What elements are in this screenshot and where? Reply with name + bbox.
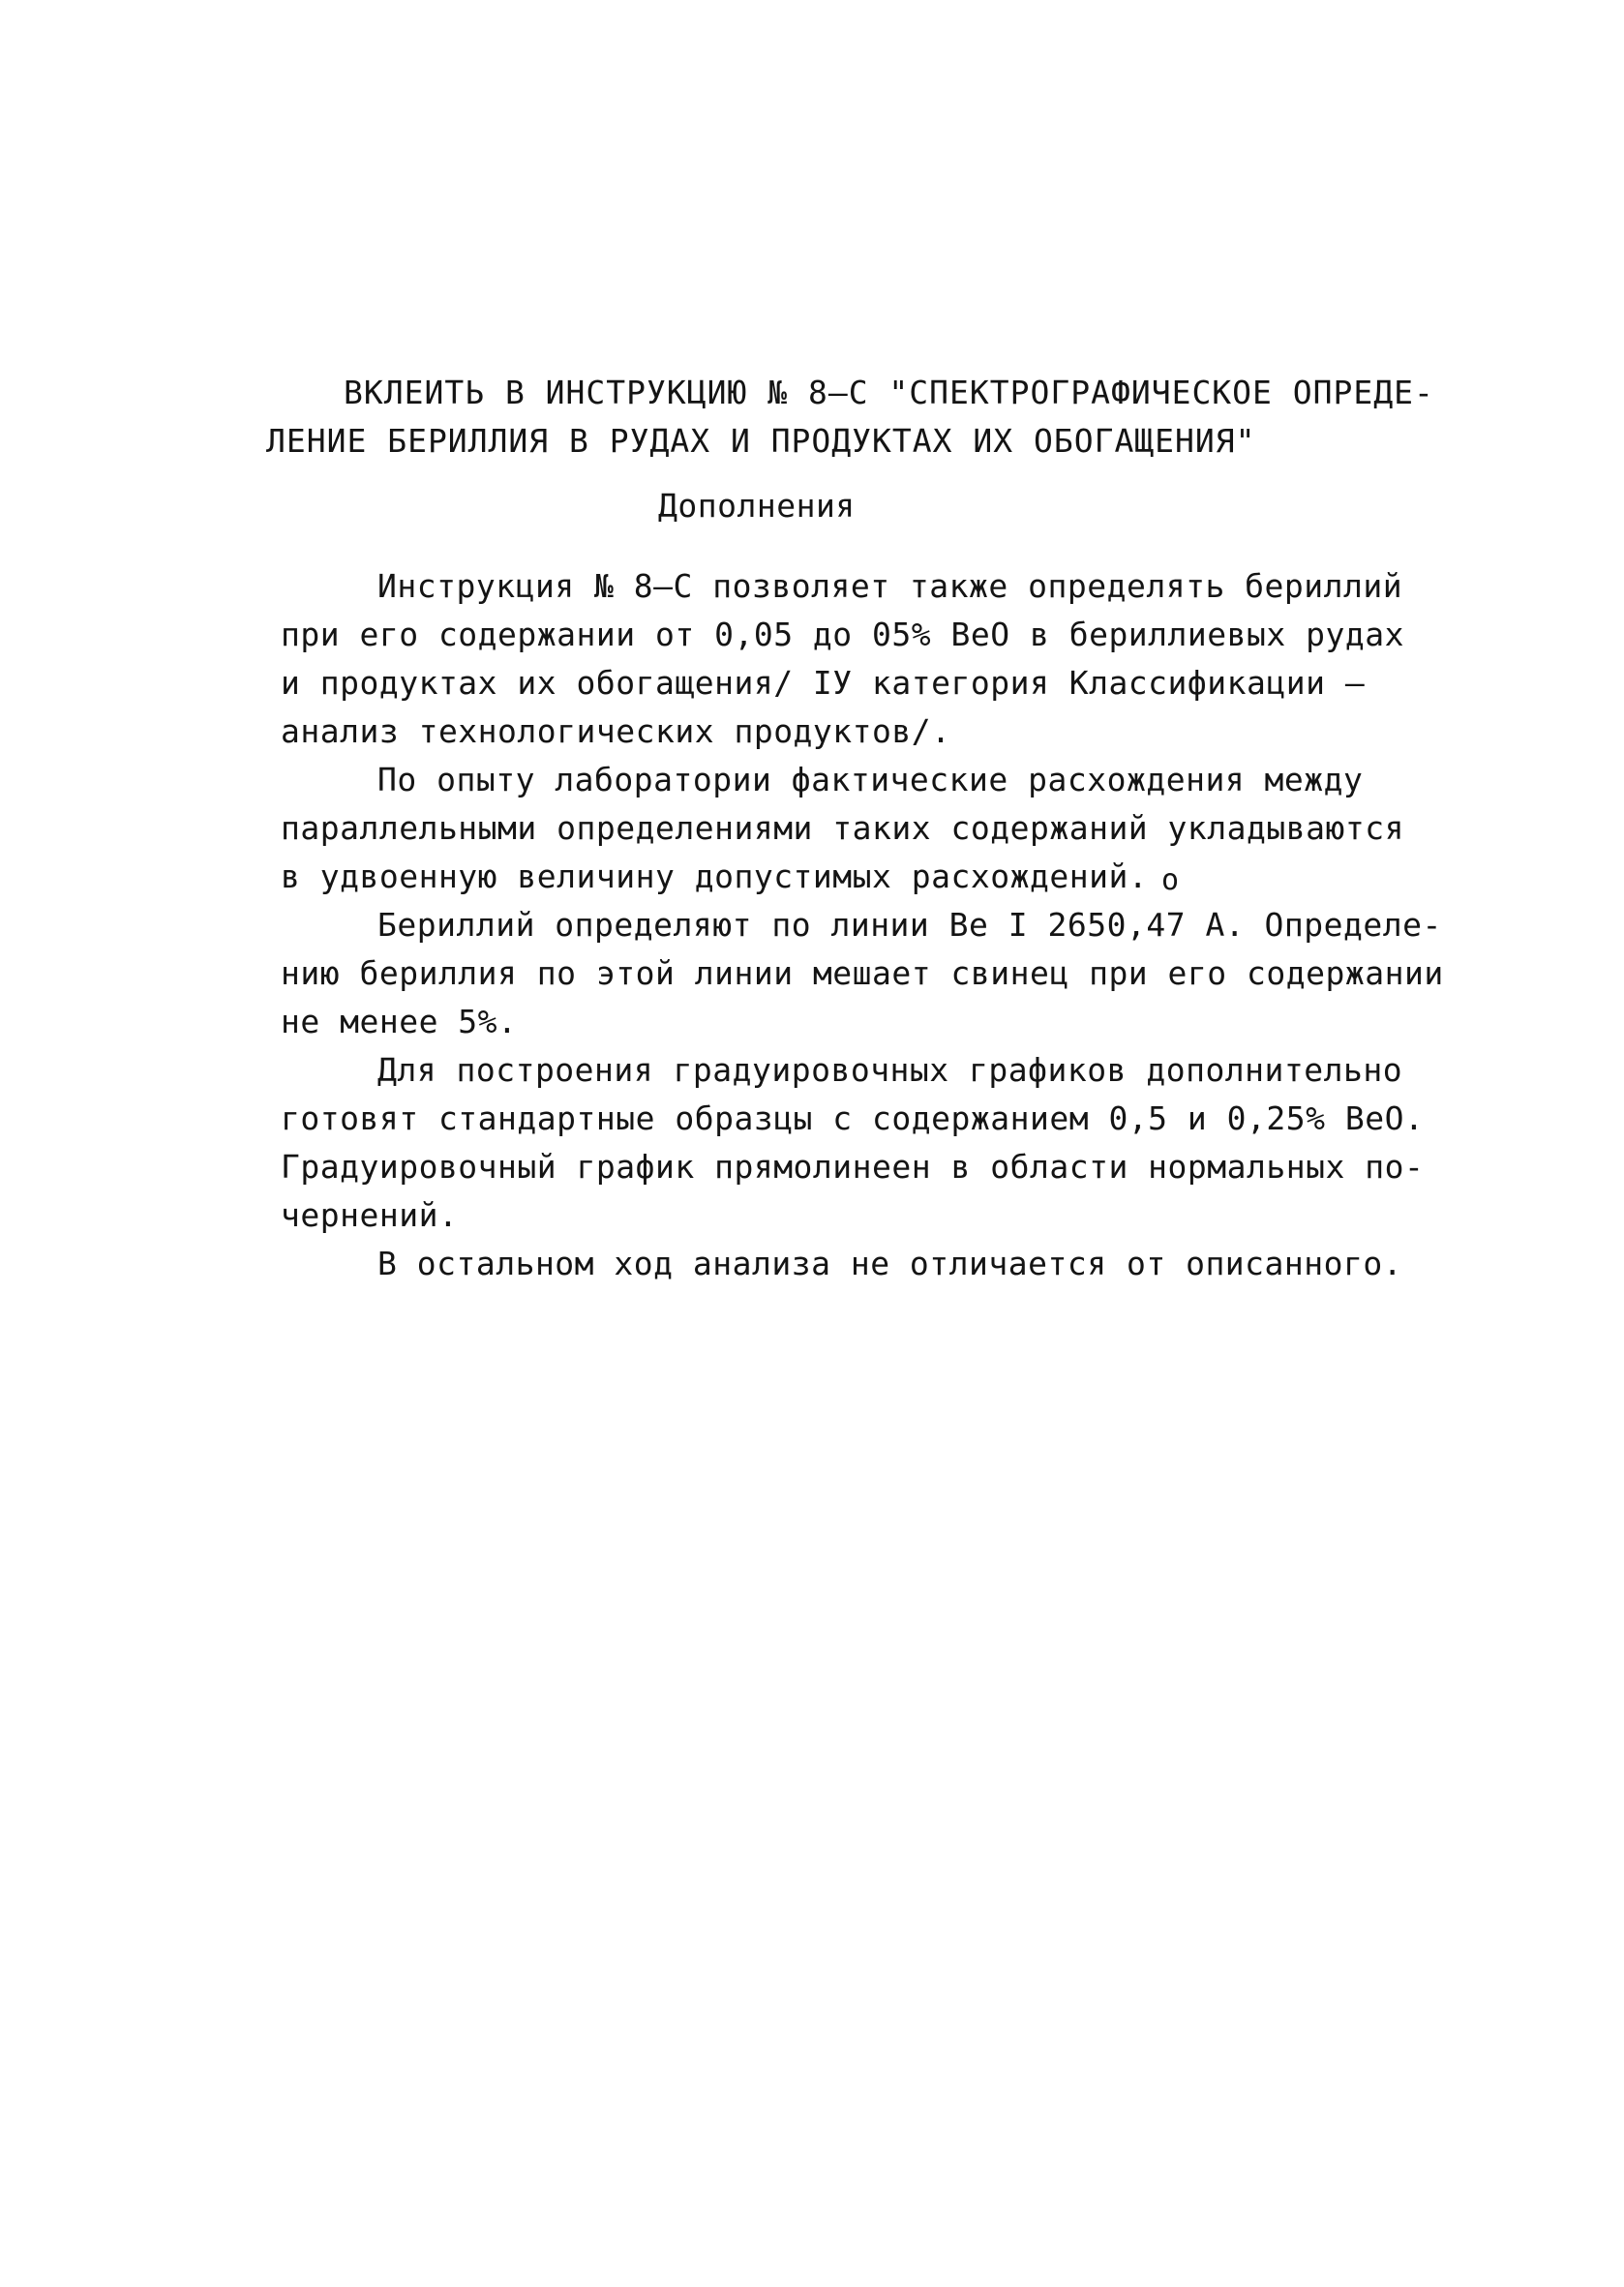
angstrom-ring-mark: o xyxy=(1161,863,1180,897)
title-line-2: ЛЕНИЕ БЕРИЛЛИЯ В РУДАХ И ПРОДУКТАХ ИХ ОБОГАЩЕНИЯ" xyxy=(266,422,1256,460)
paragraph-1-line-1: Инструкция № 8–С позволяет также определять бериллий xyxy=(377,567,1403,605)
paragraph-2-line-3: в удвоенную величину допустимых расхождений. xyxy=(281,858,1149,895)
paragraph-4-line-3: Градуировочный график прямолинеен в области нормальных по- xyxy=(281,1148,1425,1186)
section-heading: Дополнения xyxy=(658,487,856,525)
paragraph-3-line-3: не менее 5%. xyxy=(281,1003,518,1040)
paragraph-3-line-1: Бериллий определяют по линии Be I 2650,47 A. Определе- xyxy=(377,906,1442,944)
paragraph-1-line-2: при его содержании от 0,05 до 05% BeO в бериллиевых рудах xyxy=(281,616,1404,653)
paragraph-3-line-2: нию бериллия по этой линии мешает свинец при его содержании xyxy=(281,954,1444,992)
paragraph-4-line-2: готовят стандартные образцы с содержанием 0,5 и 0,25% BeO. xyxy=(281,1099,1425,1137)
paragraph-1-line-4: анализ технологических продуктов/. xyxy=(281,712,951,750)
paragraph-1-line-3: и продуктах их обогащения/ IУ категория Классификации – xyxy=(281,664,1366,702)
paragraph-4-line-1: Для построения градуировочных графиков дополнительно xyxy=(377,1051,1403,1089)
paragraph-5-line-1: В остальном ход анализа не отличается от описанного. xyxy=(377,1245,1403,1282)
paragraph-2-line-1: По опыту лаборатории фактические расхождения между xyxy=(377,761,1364,798)
paragraph-4-line-4: чернений. xyxy=(281,1196,459,1234)
title-line-1: ВКЛЕИТЬ В ИНСТРУКЦИЮ № 8–С "СПЕКТРОГРАФИЧЕСКОЕ ОПРЕДЕ- xyxy=(344,374,1434,411)
paragraph-2-line-2: параллельными определениями таких содержаний укладываются xyxy=(281,809,1404,847)
